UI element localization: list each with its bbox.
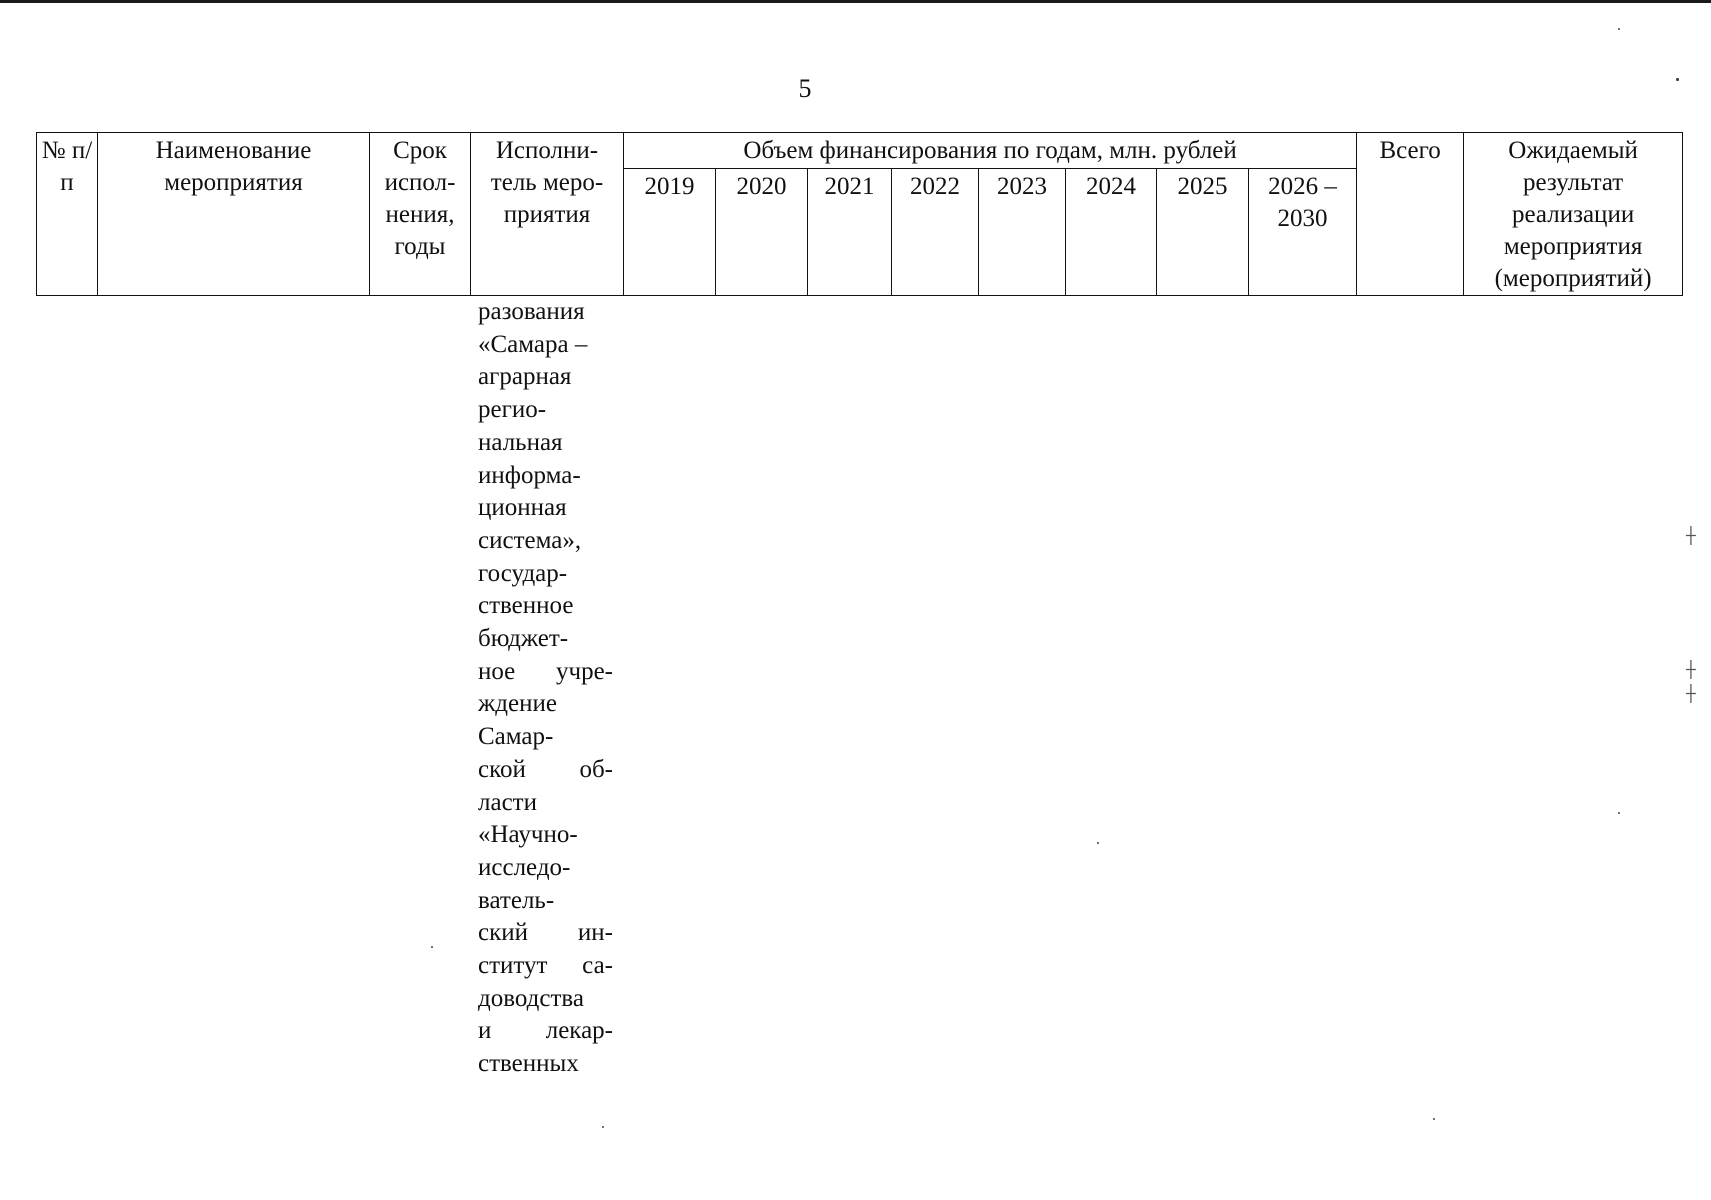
- header-total: [1357, 133, 1464, 296]
- text-line: ласти: [478, 788, 537, 816]
- header-executor-label: Исполни-тель меро-приятия: [490, 137, 604, 228]
- funding-table: [36, 132, 1683, 296]
- text-line: «Самара –: [478, 330, 588, 358]
- text-word: ное: [478, 657, 516, 685]
- header-result: [1464, 133, 1683, 296]
- header-executor: [471, 133, 624, 296]
- text-word: ститут: [478, 952, 548, 980]
- text-line: ждение: [478, 690, 557, 718]
- header-result-label: Ожидаемый результат реализации мероприятия (мероприятий): [1494, 137, 1652, 292]
- header-year-2020: [716, 168, 808, 295]
- header-funding-group: [624, 133, 1357, 169]
- text-line: доводства: [478, 984, 584, 1012]
- text-word: лекар-: [545, 1017, 613, 1045]
- text-word: ской: [478, 755, 526, 783]
- text-line-justified: [478, 917, 613, 950]
- header-num-label: № п/п: [41, 137, 93, 196]
- text-word: са-: [582, 952, 613, 980]
- text-line: ственных: [478, 1050, 579, 1078]
- header-year-label: 2019: [644, 172, 695, 200]
- margin-scan-mark: ┼: [1686, 684, 1696, 703]
- text-line: ционная: [478, 494, 567, 522]
- scan-speck: [1097, 842, 1099, 844]
- header-name: [98, 133, 370, 296]
- text-word: об-: [579, 755, 613, 783]
- header-year-2026-2030: [1249, 168, 1357, 295]
- text-line: система»,: [478, 526, 582, 554]
- text-line: регио-: [478, 396, 547, 424]
- header-year-2025: [1157, 168, 1249, 295]
- text-line-justified: [478, 754, 613, 787]
- text-line: «Научно-: [478, 821, 578, 849]
- text-line: исследо-: [478, 853, 571, 881]
- margin-scan-mark: ┼: [1686, 526, 1696, 545]
- scan-speck: [1433, 1118, 1435, 1120]
- text-line-justified: [478, 1015, 613, 1048]
- header-term: [370, 133, 471, 296]
- text-line: государ-: [478, 559, 568, 587]
- page-number: 5: [798, 74, 812, 103]
- margin-scan-mark: ┼: [1686, 660, 1696, 679]
- header-year-label: 2025: [1177, 172, 1228, 200]
- text-word: учре-: [556, 657, 613, 685]
- text-line-justified: [478, 656, 613, 689]
- scan-speck: [1676, 78, 1679, 81]
- text-line: Самар-: [478, 723, 554, 751]
- header-year-label: 2023: [997, 172, 1047, 200]
- header-funding-group-label: Объем финансирования по годам, млн. рублей: [743, 137, 1237, 164]
- text-word: ин-: [577, 919, 613, 947]
- header-year-2021: [808, 168, 892, 295]
- header-total-label: Всего: [1379, 137, 1441, 164]
- scan-top-edge: [0, 0, 1711, 3]
- text-line: информа-: [478, 461, 581, 489]
- header-year-2019: [624, 168, 716, 295]
- header-year-label: 2022: [910, 172, 960, 200]
- executor-continuation-text: [478, 296, 613, 1081]
- text-line: нальная: [478, 428, 563, 456]
- header-name-label: Наименование мероприятия: [155, 137, 312, 196]
- header-num: [37, 133, 98, 296]
- scan-speck: [602, 1126, 604, 1128]
- text-word: и: [478, 1017, 492, 1045]
- header-year-label: 2024: [1086, 172, 1136, 200]
- scan-speck: [1618, 812, 1620, 814]
- text-line-justified: [478, 950, 613, 983]
- header-year-2022: [892, 168, 979, 295]
- header-term-label: Срок испол-нения, годы: [384, 137, 456, 260]
- scan-speck: [431, 946, 433, 948]
- header-year-2023: [979, 168, 1066, 295]
- text-line: ватель-: [478, 886, 555, 914]
- text-line: аграрная: [478, 363, 572, 391]
- text-line: ственное: [478, 592, 574, 620]
- header-year-label: 2020: [736, 172, 787, 200]
- text-line: бюджет-: [478, 625, 569, 653]
- scan-speck: [1618, 28, 1620, 30]
- header-year-label: 2021: [824, 172, 875, 200]
- text-line: разования: [478, 298, 585, 325]
- text-word: ский: [478, 919, 528, 947]
- header-year-label: 2026 – 2030: [1268, 172, 1337, 232]
- header-year-2024: [1066, 168, 1157, 295]
